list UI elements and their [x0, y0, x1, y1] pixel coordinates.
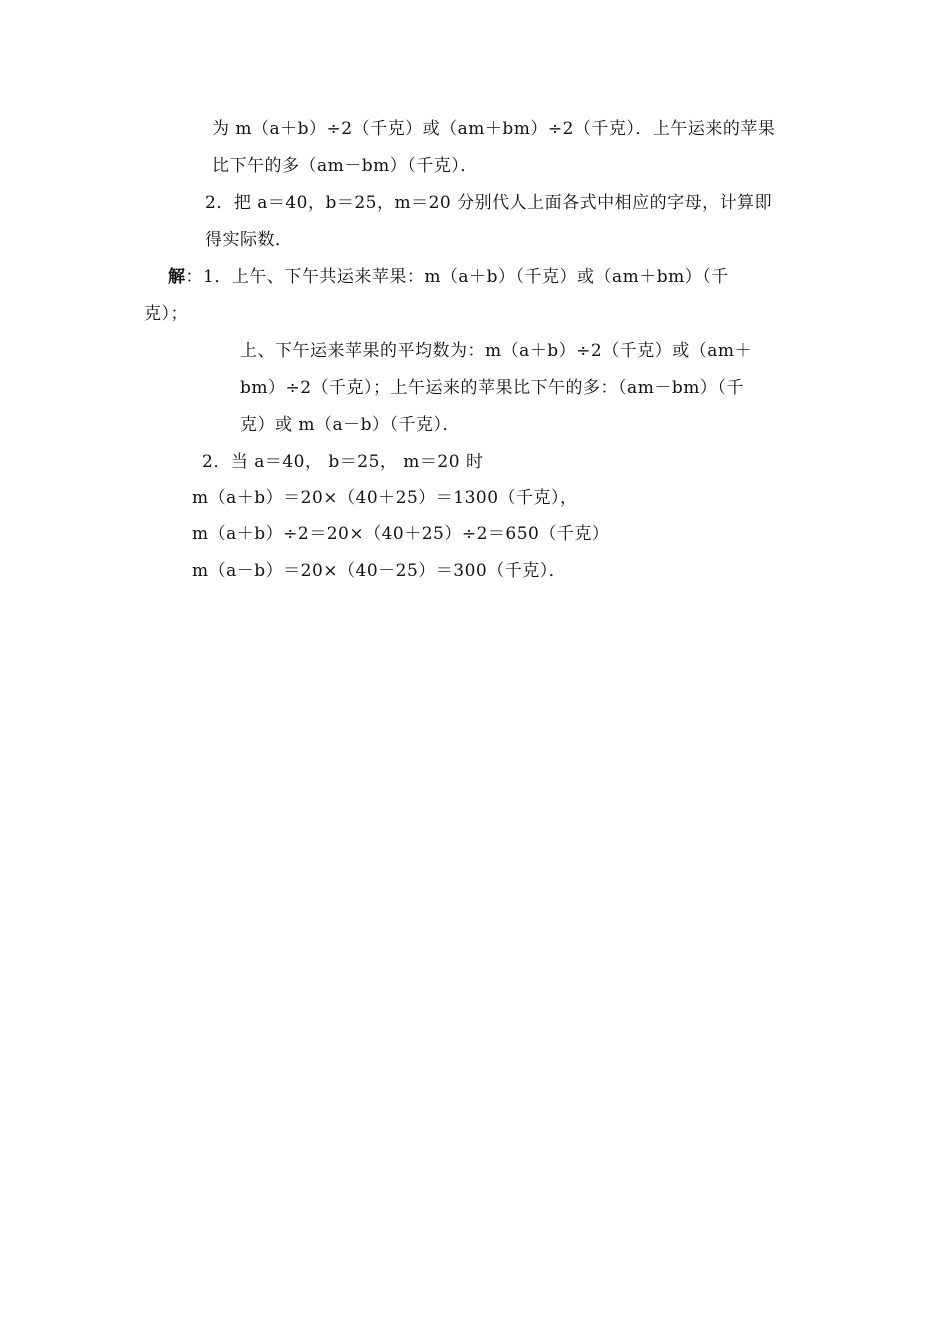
hint-line-2: 比下午的多（am－bm）（千克）． [212, 156, 478, 176]
solution-line-1-text: ：1．上午、下午共运来苹果：m（a＋b）（千克）或（am＋bm）（千 [185, 267, 729, 287]
solution-line-5: 克）或 m（a－b）（千克）． [240, 415, 461, 435]
solution-line-3: 上、下午运来苹果的平均数为：m（a＋b）÷2（千克）或（am＋ [240, 341, 752, 361]
solution-line-6: 2．当 a＝40， b＝25， m＝20 时 [202, 452, 484, 472]
solution-line-2: 克）； [144, 304, 188, 324]
hint-line-4: 得实际数． [205, 230, 293, 250]
solution-line-1 [168, 266, 729, 288]
solution-line-4: bm）÷2（千克）；上午运来的苹果比下午的多：（am－bm）（千 [240, 378, 744, 398]
calc-line-1: m（a＋b）＝20×（40＋25）＝1300（千克）， [192, 488, 578, 508]
calc-line-3: m（a－b）＝20×（40－25）＝300（千克）． [192, 561, 567, 581]
hint-line-1: 为 m（a＋b）÷2（千克）或（am＋bm）÷2（千克）．上午运来的苹果 [212, 119, 776, 139]
solution-label: 解 [168, 267, 186, 287]
hint-line-3: 2．把 a＝40，b＝25，m＝20 分别代人上面各式中相应的字母，计算即 [205, 193, 773, 213]
calc-line-2: m（a＋b）÷2＝20×（40＋25）÷2＝650（千克） [192, 524, 610, 544]
